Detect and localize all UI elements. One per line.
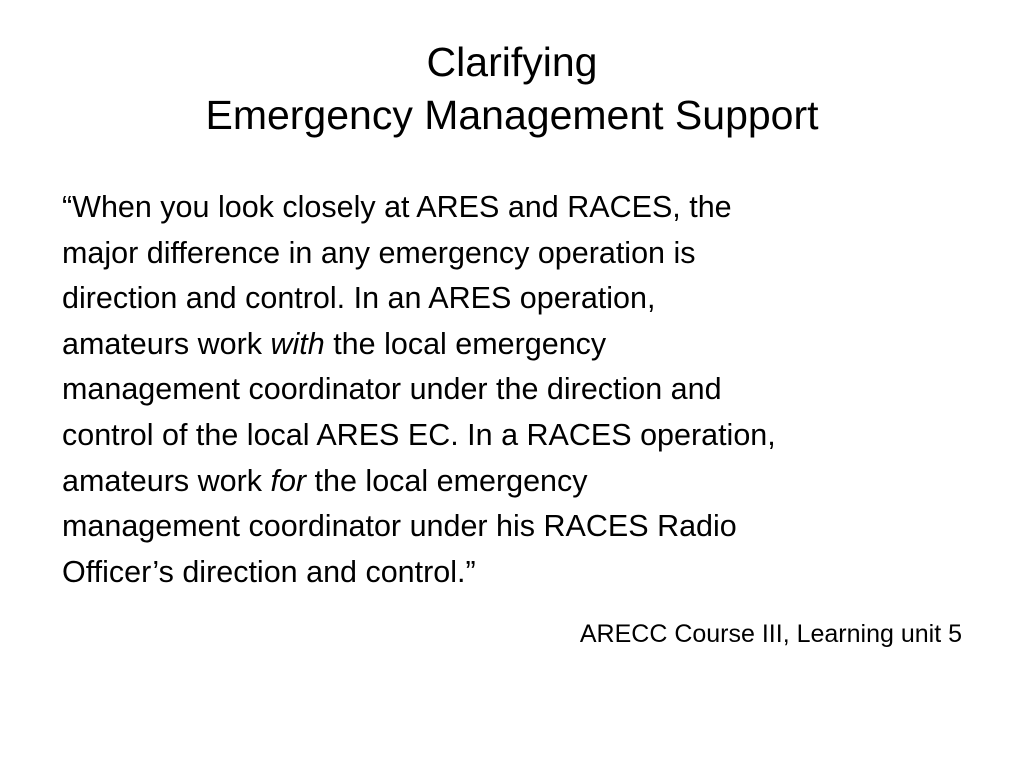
quote-line-7-before: amateurs work: [62, 463, 271, 498]
quote-line-7-after: the local emergency: [306, 463, 588, 498]
quote-line-4-after: the local emergency: [324, 326, 607, 361]
title-line-2: Emergency Management Support: [205, 92, 819, 138]
quote-line-9: Officer’s direction and control.”: [62, 554, 476, 589]
quote-line-5: management coordinator under the direction and: [62, 372, 722, 407]
quote-line-2: major difference in any emergency operation is: [62, 235, 696, 270]
quote-line-1: “When you look closely at ARES and RACES, the: [62, 190, 732, 224]
source-citation: ARECC Course III, Learning unit 5: [579, 620, 962, 648]
quote-line-6: control of the local ARES EC. In a RACES operation,: [62, 417, 776, 452]
quote-line-4: [62, 322, 982, 368]
quote-emphasis-for: for: [270, 463, 307, 498]
slide-title: [40, 36, 984, 142]
quote-block: [62, 185, 982, 595]
title-line-1: Clarifying: [426, 39, 598, 85]
quote-line-7: [62, 459, 982, 505]
quote-line-8: management coordinator under his RACES Radio: [62, 509, 737, 544]
quote-line-3: direction and control. In an ARES operation,: [62, 281, 656, 316]
quote-line-4-before: amateurs work: [62, 326, 271, 361]
quote-emphasis-with: with: [270, 326, 325, 361]
